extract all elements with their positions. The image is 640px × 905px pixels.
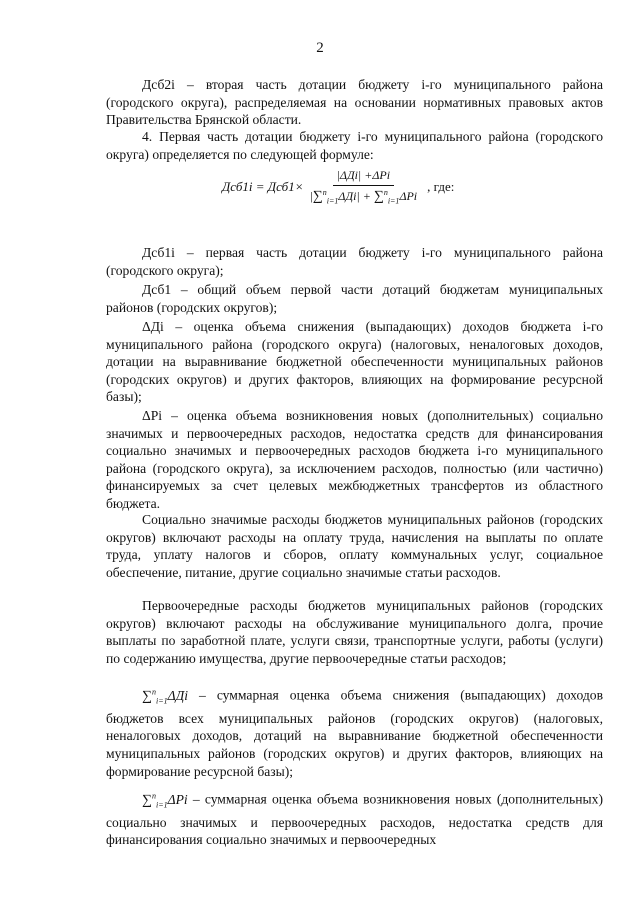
paragraph-delta-di: ΔДi – оценка объема снижения (выпадающих) доходов бюджета i-го муниципального района (городского округа) (налоговых, неналоговых доходов, дотации на выравнивание бюджетной обеспеченности муниципальных районов (городских округов) и других факторов, влияющих на формирование ресурсной базы); [106, 319, 603, 405]
denominator-term-a: ΔДi [338, 189, 357, 203]
paragraph-dsb1: Дсб1 – общий объем первой части дотаций бюджетам муниципальных районов (городских округов); [106, 282, 603, 315]
paragraph-priority-expenses: Первоочередные расходы бюджетов муниципальных районов (городских округов) включают расходы на обслуживание муниципального долга, прочие выплаты по заработной плате, услуги связи, транспортные услуги, работы (услуги) по содержанию имущества, другие первоочередные статьи расходов; [106, 598, 603, 666]
sum-di-description: – суммарная оценка объема снижения (выпадающих) доходов бюджетов всех муниципальных районов (городских округов) (налоговых, неналоговых доходов, дотаций на выравнивание бюджетной обеспеченности муниципальных районов (городских округов) и других факторов, влияющих на формирование ресурсной базы); [106, 687, 603, 779]
sum-expression-di: ∑$^n_{i=1}$ΔДi [142, 687, 189, 706]
paragraph-dsb1i: Дсб1i – первая часть дотации бюджету i-го муниципального района (городского округа); [106, 245, 603, 278]
sum-expression-pi: ∑$^n_{i=1}$ΔPi [142, 791, 188, 810]
paragraph-section-4: 4. Первая часть дотации бюджету i-го муниципального района (городского округа) определяется по следующей формуле: [106, 129, 603, 162]
page-number: 2 [316, 40, 324, 56]
paragraph-sum-delta-di [106, 683, 603, 780]
sum-upper-limit-2: n [383, 188, 388, 197]
distribution-formula [222, 168, 454, 205]
paragraph-social-expenses: Социально значимые расходы бюджетов муниципальных районов (городских округов) включают расходы на оплату труда, начисления на выплаты по оплате труда, уплату налогов и сборов, оплату коммунальных услуг, социальное обеспечение, питание, другие социально значимые статьи расходов. [106, 512, 603, 580]
sum-lower-limit: i=1 [326, 196, 339, 206]
formula-denominator: |∑$^n_{i=1}$ΔДi| + ∑$^n_{i=1}$ΔPi [309, 188, 418, 206]
sum-lower-limit-2: i=1 [387, 196, 400, 206]
paragraph-delta-pi: ΔPi – оценка объема возникновения новых (дополнительных) социально значимых и первоочередных расходов, недостатка средств для финансирования социально значимых и первоочередных расходов бюджета i-го муниципального района (городского округа), за исключением расходов, полностью (или частично) финансируемых за счет целевых межбюджетных трансфертов из областного бюджета. [106, 408, 603, 511]
formula-lhs: Дсб1i = Дсб1× [222, 178, 304, 194]
denominator-term-b: ΔPi [399, 189, 418, 203]
paragraph-sum-delta-pi [106, 787, 603, 849]
formula-suffix: , где: [427, 178, 455, 194]
formula-fraction [305, 168, 421, 205]
sum-symbol: ∑ [312, 189, 323, 204]
sum-symbol-2: ∑ [373, 189, 384, 204]
sum-pi-description: – суммарная оценка объема возникновения новых (дополнительных) социально значимых и первоочередных расходов, недостатка средств для финансирования социально значимых и первоочередных [106, 791, 603, 848]
sum-upper-limit: n [322, 188, 327, 197]
paragraph-dsb2i: Дсб2i – вторая часть дотации бюджету i-го муниципального района (городского округа), распределяемая на основании нормативных правовых актов Правительства Брянской области. [106, 77, 603, 128]
formula-numerator: |ΔДi| +ΔPi [333, 168, 394, 186]
